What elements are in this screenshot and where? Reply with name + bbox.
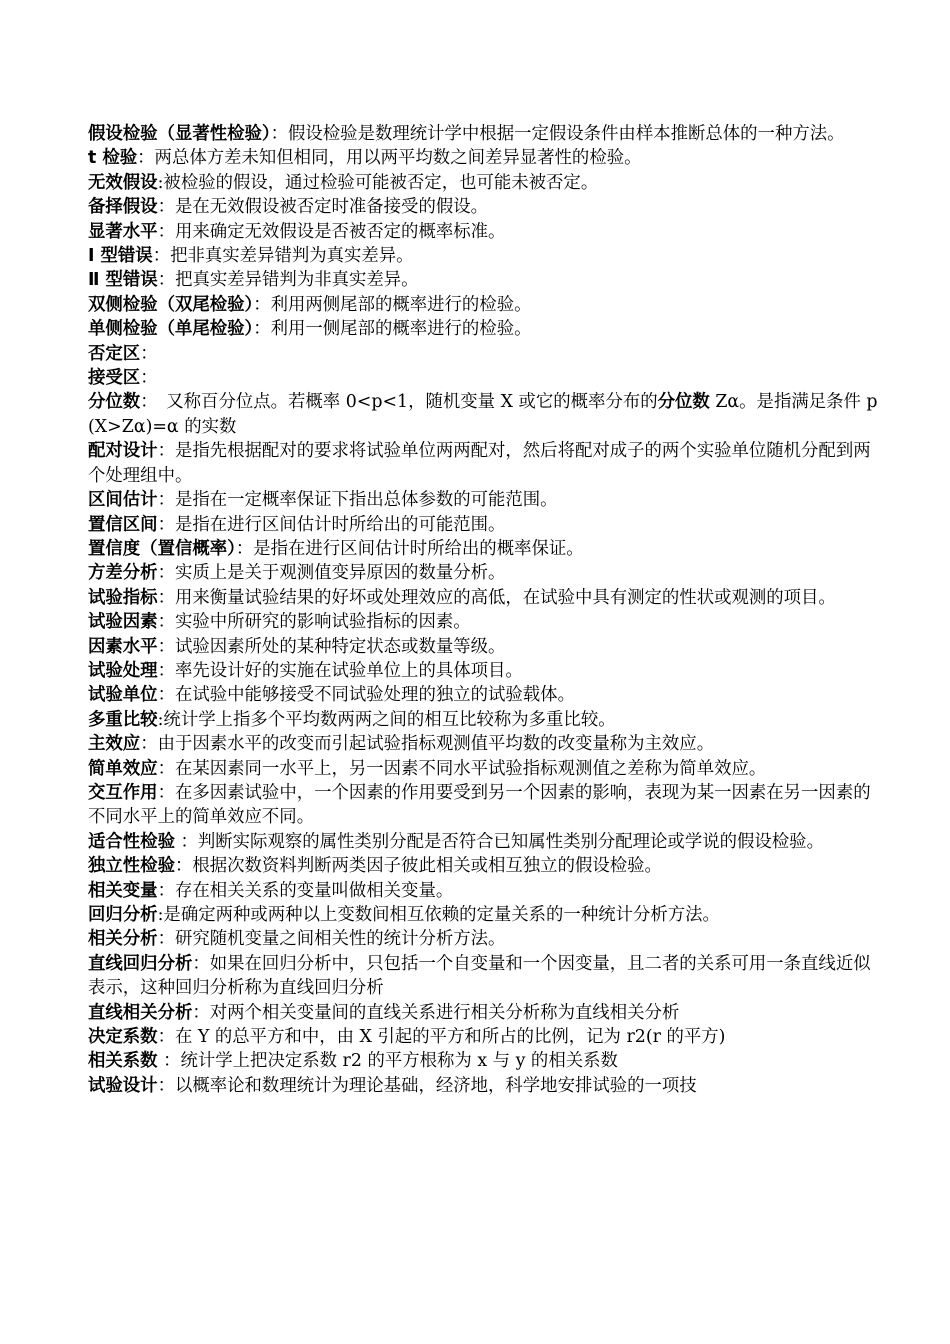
entry-definition: ：以概率论和数理统计为理论基础，经济地，科学地安排试验的一项技 [157,1075,697,1096]
entry-term: 否定区 [88,343,141,364]
entry-definition: ： [140,368,158,389]
entry-definition: ：在多因素试验中，一个因素的作用要受到另一个因素的影响，表现为某一因素在另一因素的不同水平上的简单效应不同。 [88,782,871,828]
entry-term: 直线回归分析 [88,953,193,974]
entry-term: 简单效应 [88,758,158,779]
glossary-entry [88,683,878,707]
entry-definition: ：在试验中能够接受不同试验处理的独立的试验载体。 [157,685,575,706]
entry-definition: ：两总体方差未知但相同，用以两平均数之间差异显著性的检验。 [137,148,642,169]
entry-definition: ：统计学上把决定系数 r2 的平方根称为 x 与 y 的相关系数 [157,1051,618,1072]
entry-term: 多重比较 [88,709,158,730]
entry-term: 双侧检验（双尾检验） [88,294,254,315]
glossary-entry [88,537,878,561]
entry-definition-continued: Zα。是指满足条件 p(X>Zα)=α 的实数 [88,392,878,437]
entry-definition: ：对两个相关变量间的直线关系进行相关分析称为直线相关分析 [192,1002,680,1023]
glossary-entry [88,561,878,585]
entry-term: 决定系数 [88,1027,158,1048]
glossary-entry [88,1001,878,1025]
entry-term: 回归分析 [88,905,158,925]
entry-term: 置信度（置信概率） [88,538,236,559]
glossary-entry [88,342,878,366]
entry-definition: ：由于因素水平的改变而引起试验指标观测值平均数的改变量称为主效应。 [140,734,715,755]
entry-definition: :被检验的假设，通过检验可能被否定，也可能未被否定。 [157,172,599,193]
entry-term: 直线相关分析 [88,1002,193,1023]
entry-definition: :是确定两种或两种以上变数间相互依赖的定量关系的一种统计分析方法。 [157,905,720,925]
glossary-entry [88,854,878,878]
entry-definition: ：是指在进行区间估计时所给出的可能范围。 [157,514,506,535]
entry-term: 配对设计 [88,441,158,462]
entry-term: 假设检验（显著性检验） [88,124,271,144]
entry-definition: ：利用两侧尾部的概率进行的检验。 [253,294,532,315]
entry-term: t 检验 [88,148,138,169]
glossary-entry [88,513,878,537]
entry-term: 显著水平 [88,221,158,242]
entry-term: 适合性检验 [88,831,175,852]
entry-term: 相关变量 [88,880,158,901]
entry-term: Ⅰ 型错误 [88,246,153,267]
glossary-entry [88,439,878,488]
entry-definition: ：是指在进行区间估计时所给出的概率保证。 [235,538,584,559]
glossary-entry [88,171,878,195]
glossary-entry [88,781,878,830]
entry-definition: ：把非真实差异错判为真实差异。 [152,246,414,267]
glossary-entry [88,659,878,683]
entry-definition: ： [140,343,158,364]
entry-definition: ：把真实差异错判为非真实差异。 [157,270,419,291]
entry-definition: :统计学上指多个平均数两两之间的相互比较称为多重比较。 [157,709,616,730]
entry-definition: ：用来衡量试验结果的好坏或处理效应的高低，在试验中具有测定的性状或观测的项目。 [157,587,836,608]
entry-term: 主效应 [88,734,141,755]
entry-term: 备择假设 [88,197,158,218]
glossary-entry [88,708,878,732]
glossary-entry [88,903,878,927]
entry-term: 试验因素 [88,612,158,633]
glossary-entry [88,195,878,219]
entry-term: 接受区 [88,368,141,389]
glossary-entry [88,146,878,170]
entry-term: 分位数 [88,392,141,413]
glossary-entry [88,610,878,634]
entry-definition: ：实验中所研究的影响试验指标的因素。 [157,612,471,633]
glossary-entry [88,293,878,317]
entry-term: 交互作用 [88,782,158,803]
entry-term: 单侧检验（单尾检验） [88,319,254,340]
entry-term: 相关系数 [88,1051,158,1072]
glossary-entry [88,757,878,781]
glossary-entry [88,635,878,659]
entry-definition: ：根据次数资料判断两类因子彼此相关或相互独立的假设检验。 [174,856,662,877]
glossary-entry [88,317,878,341]
entry-definition: ：判断实际观察的属性类别分配是否符合已知属性类别分配理论或学说的假设检验。 [174,831,824,852]
glossary-entry [88,122,878,146]
entry-definition: ：是指先根据配对的要求将试验单位两两配对，然后将配对成子的两个实验单位随机分配到两个处理组中。 [88,441,871,486]
entry-term: 试验处理 [88,660,158,681]
entry-definition: ：试验因素所处的某种特定状态或数量等级。 [157,636,506,657]
entry-definition: ：实质上是关于观测值变异原因的数量分析。 [157,563,506,584]
entry-definition: ：是在无效假设被否定时准备接受的假设。 [157,197,489,218]
glossary-entry [88,390,878,439]
entry-term: 试验设计 [88,1075,158,1096]
glossary-entry [88,220,878,244]
entry-definition: ：利用一侧尾部的概率进行的检验。 [253,319,532,340]
entry-term: 区间估计 [88,490,158,511]
entry-term: 方差分析 [88,563,158,584]
entry-term: 试验单位 [88,685,158,706]
entry-definition: ：如果在回归分析中，只包括一个自变量和一个因变量，且二者的关系可用一条直线近似表示，这种回归分析称为直线回归分析 [88,953,871,999]
entry-definition: ：假设检验是数理统计学中根据一定假设条件由样本推断总体的一种方法。 [270,124,845,144]
glossary-entry [88,488,878,512]
entry-definition: ：在 Y 的总平方和中，由 X 引起的平方和所占的比例，记为 r2(r 的平方) [157,1027,726,1048]
glossary-text [88,122,878,1098]
entry-term: 无效假设 [88,172,158,193]
glossary-entry [88,879,878,903]
glossary-entry [88,732,878,756]
glossary-entry [88,927,878,951]
entry-definition: ：是指在一定概率保证下指出总体参数的可能范围。 [157,490,558,511]
entry-definition: ：研究随机变量之间相关性的统计分析方法。 [157,929,506,950]
entry-term: 相关分析 [88,929,158,950]
entry-term: 因素水平 [88,636,158,657]
glossary-entry [88,366,878,390]
glossary-entry [88,1049,878,1073]
glossary-entry [88,1074,878,1098]
glossary-entry [88,268,878,292]
glossary-entry [88,586,878,610]
entry-term: 独立性检验 [88,856,175,877]
entry-definition: ：存在相关关系的变量叫做相关变量。 [157,880,454,901]
entry-term: 置信区间 [88,514,158,535]
glossary-entry [88,830,878,854]
entry-definition: ： 又称百分位点。若概率 0<p<1，随机变量 X 或它的概率分布的 [140,392,658,413]
entry-term: Ⅱ 型错误 [88,270,158,291]
glossary-entry [88,244,878,268]
entry-definition: ：在某因素同一水平上，另一因素不同水平试验指标观测值之差称为简单效应。 [157,758,767,779]
entry-term: 试验指标 [88,587,158,608]
entry-term-inline: 分位数 [657,392,710,413]
glossary-entry [88,1025,878,1049]
glossary-entry [88,952,878,1001]
entry-definition: ：率先设计好的实施在试验单位上的具体项目。 [157,660,523,681]
entry-definition: ：用来确定无效假设是否被否定的概率标准。 [157,221,506,242]
